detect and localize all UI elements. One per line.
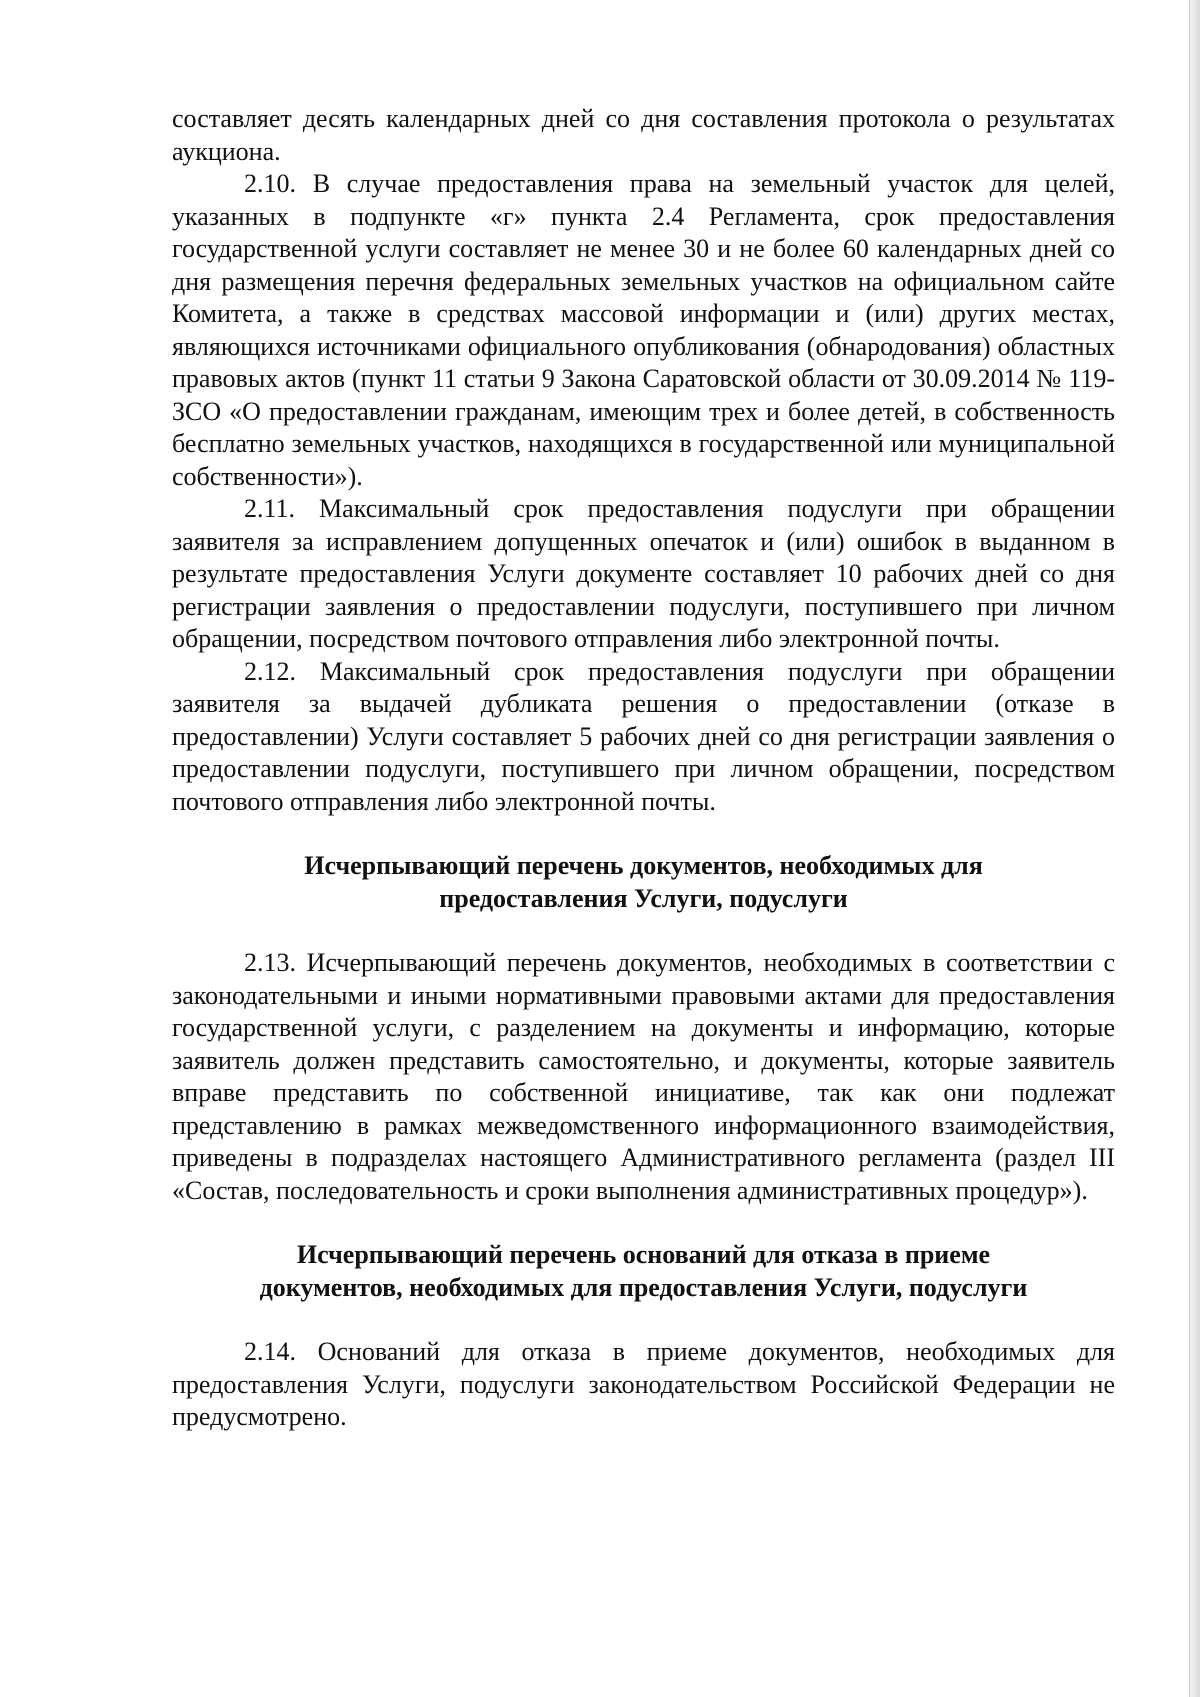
paragraph-2-13: 2.13. Исчерпывающий перечень документов, необходимых в соответствии с законодательными и иными нормативными правовыми актами для предоставления государственной услуги, с разделением на документы и информацию, которые заявитель должен представить самостоятельно, и документы, которые заявитель вправе представить по собственной инициативе, так как они подлежат представлению в рамках межведомственного информационного взаимодействия, приведены в подразделах настоящего Административного регламента (раздел III «Состав, последовательность и сроки выполнения административных процедур»). [172,948,1115,1205]
paragraph-2-10: 2.10. В случае предоставления права на земельный участок для целей, указанных в подпункте «г» пункта 2.4 Регламента, срок предоставления государственной услуги составляет не менее 30 и не более 60 календарных дней со дня размещения перечня федеральных земельных участков на официальном сайте Комитета, а также в средствах массовой информации и (или) других местах, являющихся источниками официального опубликования (обнародования) областных правовых актов (пункт 11 статьи 9 Закона Саратовской области от 30.09.2014 № 119-ЗСО «О предоставлении гражданам, имеющим трех и более детей, в собственность бесплатно земельных участков, находящихся в государственной или муниципальной собственности»). [172,169,1115,491]
section-heading-documents-list [172,850,1115,915]
paragraph-2-12: 2.12. Максимальный срок предоставления подуслуги при обращении заявителя за выдачей дубликата решения о предоставлении (отказе в предоставлении) Услуги составляет 5 рабочих дней со дня регистрации заявления о предоставлении подуслуги, поступившего при личном обращении, посредством почтового отправления либо электронной почты. [172,656,1115,816]
paragraph-2-14: 2.14. Оснований для отказа в приеме документов, необходимых для предоставления Услуги, подуслуги законодательством Российской Федерации не предусмотрено. [172,1337,1115,1431]
section-heading-line: Исчерпывающий перечень оснований для отказа в приеме [296,1240,991,1269]
section-heading-line: предоставления Услуги, подуслуги [439,883,848,913]
section-heading-line: документов, необходимых для предоставления Услуги, подуслуги [259,1272,1028,1302]
paragraph-2-11: 2.11. Максимальный срок предоставления подуслуги при обращении заявителя за исправлением допущенных опечаток и (или) ошибок в выданном в результате предоставления Услуги документе составляет 10 рабочих дней со дня регистрации заявления о предоставлении подуслуги, поступившего при личном обращении, посредством почтового отправления либо электронной почты. [172,494,1115,653]
page-edge-shadow [1189,0,1200,1697]
paragraph-continuation: составляет десять календарных дней со дня составления протокола о результатах аукциона. [172,104,1115,166]
document-body [172,103,1115,1434]
section-heading-refusal-grounds [172,1239,1115,1304]
section-heading-line: Исчерпывающий перечень документов, необходимых для [304,851,983,880]
